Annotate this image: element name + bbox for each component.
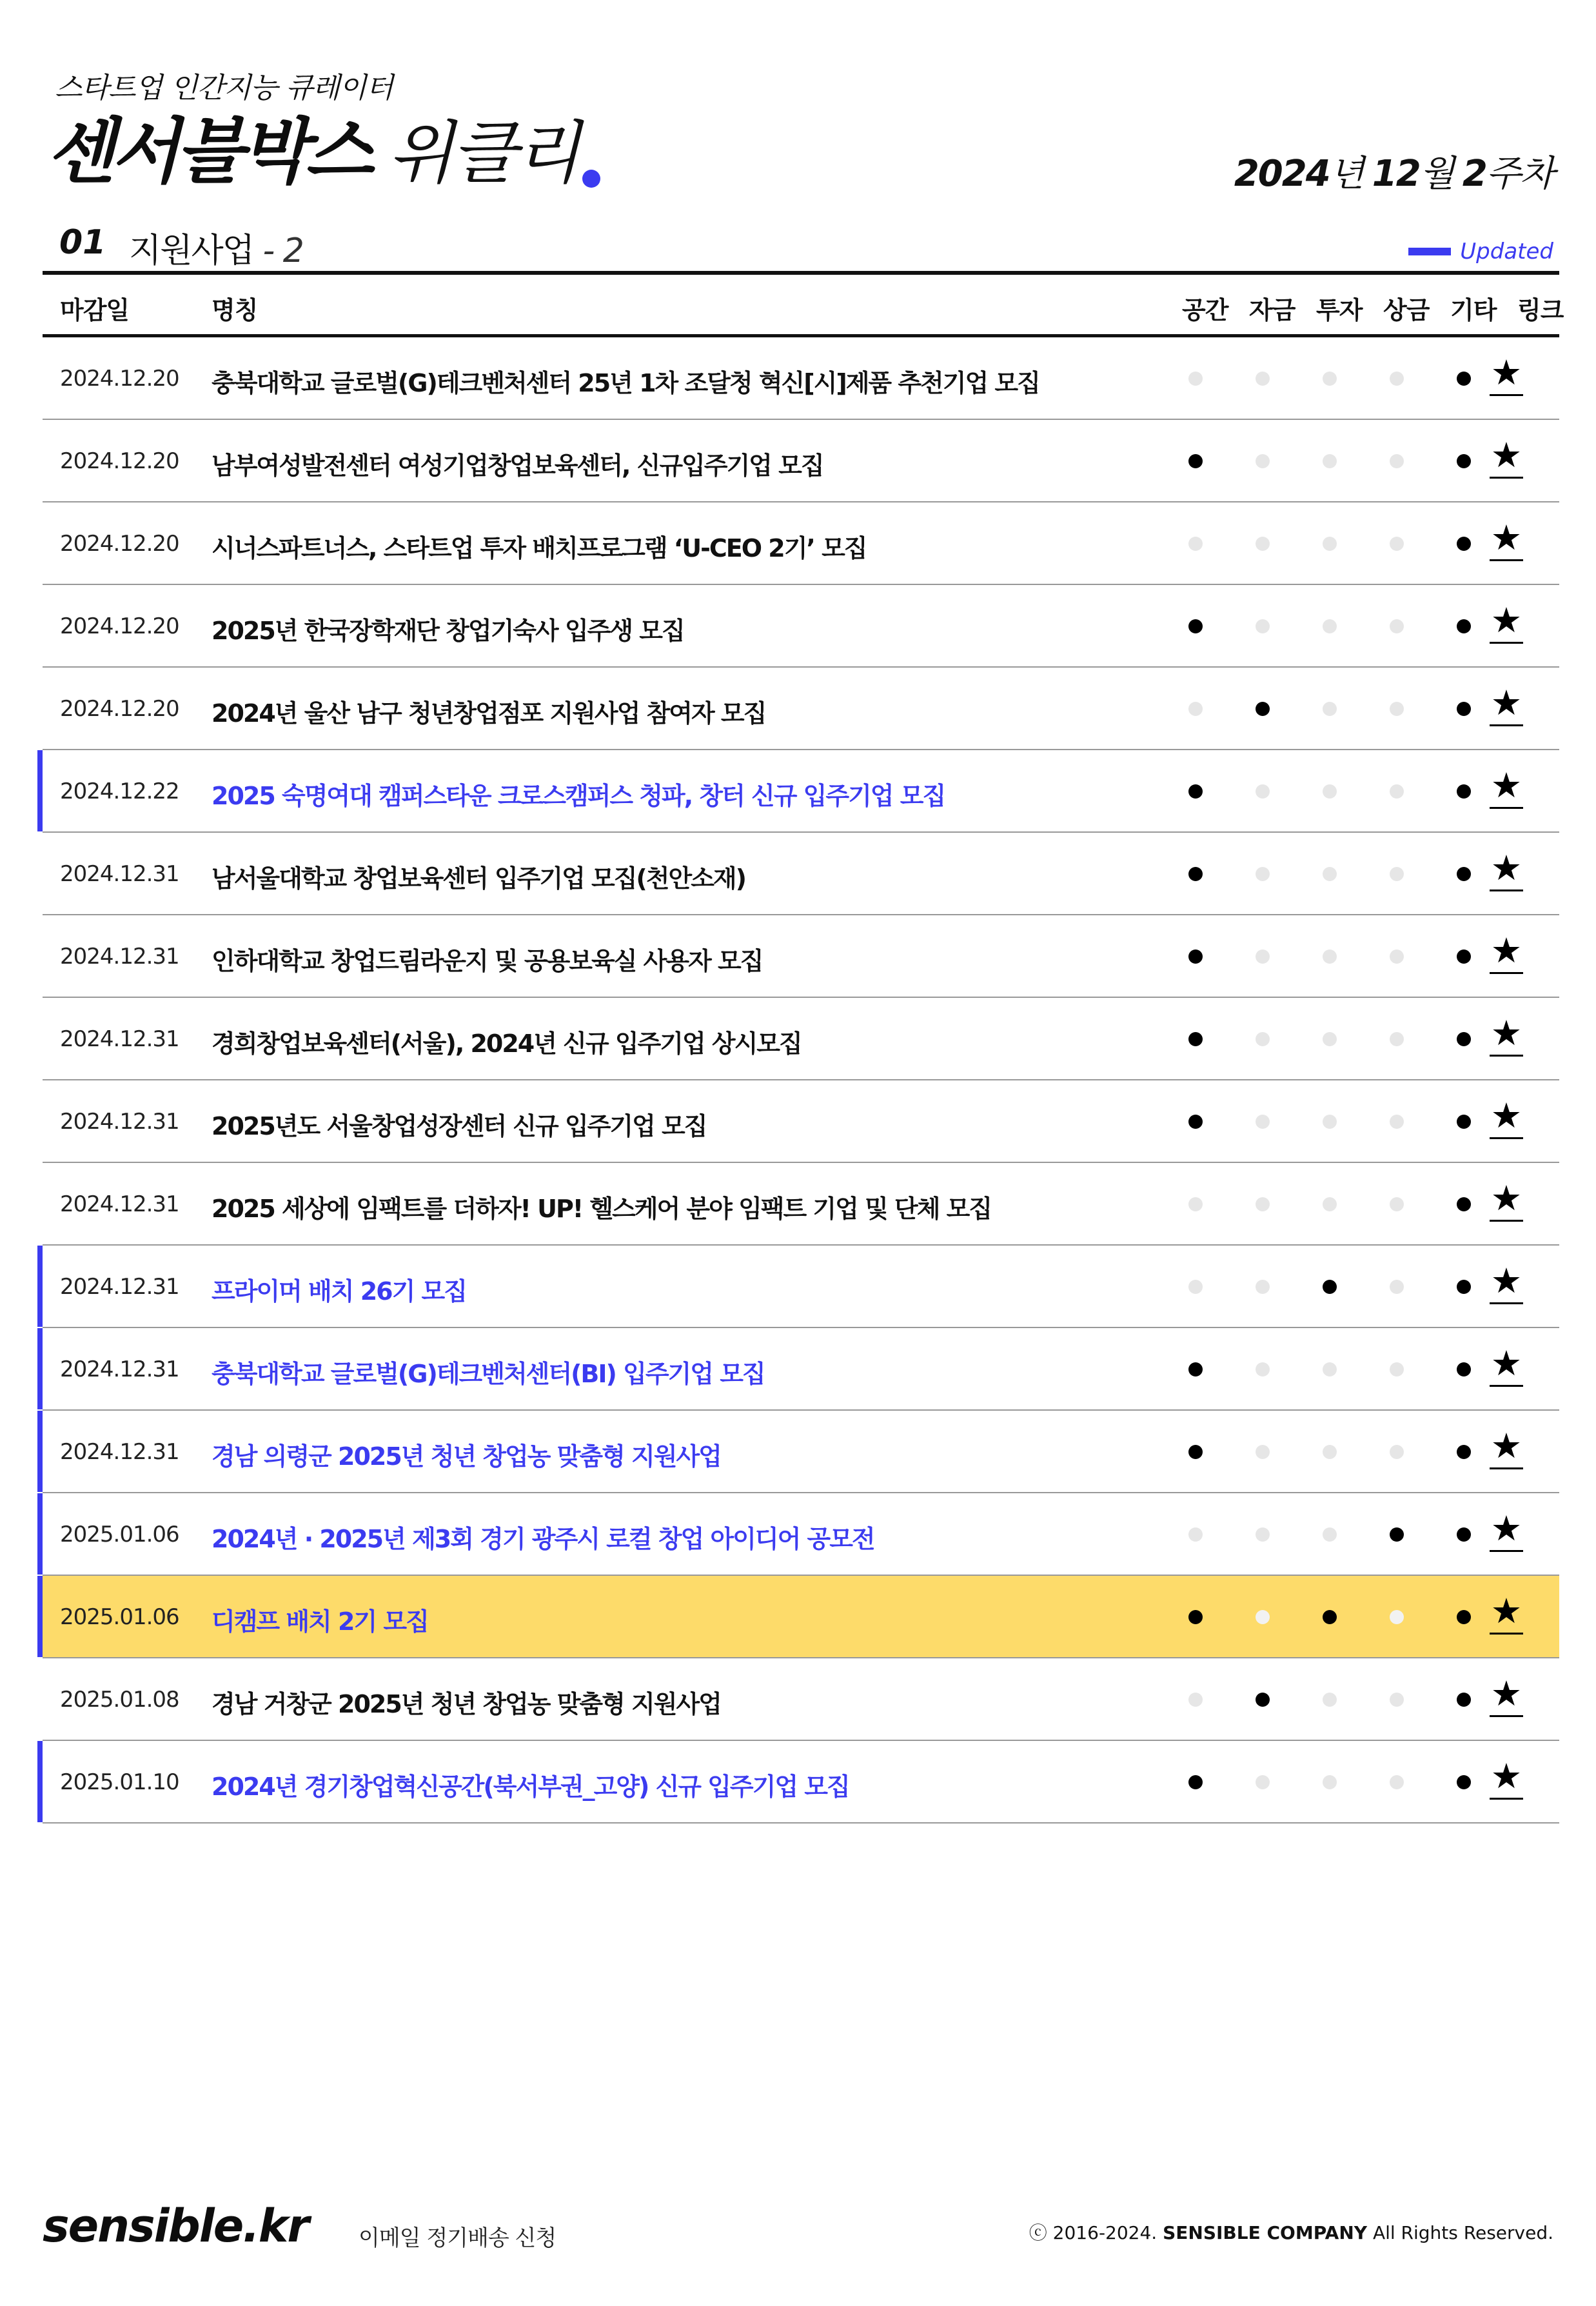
- row-space-indicator: [1188, 1775, 1203, 1789]
- row-deadline: 2024.12.31: [60, 1026, 179, 1052]
- table-row: [43, 420, 1559, 502]
- row-prize-indicator: [1390, 949, 1404, 964]
- row-program-name: 남서울대학교 창업보육센터 입주기업 모집(천안소재): [212, 864, 746, 893]
- row-space-indicator: [1188, 1445, 1203, 1459]
- table-row: [43, 502, 1559, 585]
- row-link-star-icon[interactable]: ★: [1490, 1673, 1523, 1717]
- row-funding-indicator: [1256, 1445, 1270, 1459]
- row-funding-indicator: [1256, 1693, 1270, 1707]
- table-row: [43, 585, 1559, 668]
- row-prize-indicator: [1390, 702, 1404, 716]
- row-program-name: 프라이머 배치 26기 모집: [212, 1277, 466, 1306]
- row-funding-indicator: [1256, 1197, 1270, 1211]
- row-etc-indicator: [1457, 537, 1471, 551]
- row-investment-indicator: [1323, 784, 1337, 799]
- row-etc-indicator: [1457, 1527, 1471, 1542]
- row-program-name: 경남 거창군 2025년 청년 창업농 맞춤형 지원사업: [212, 1690, 721, 1718]
- row-program-name: 경남 의령군 2025년 청년 창업농 맞춤형 지원사업: [212, 1442, 721, 1471]
- row-funding-indicator: [1256, 372, 1270, 386]
- row-deadline: 2025.01.06: [60, 1522, 179, 1547]
- row-program-name: 2024년 경기창업혁신공간(북서부권_고양) 신규 입주기업 모집: [212, 1773, 849, 1801]
- row-prize-indicator: [1390, 537, 1404, 551]
- row-deadline: 2024.12.20: [60, 531, 179, 557]
- table-row: [43, 668, 1559, 750]
- company-name: SENSIBLE COMPANY: [1163, 2222, 1368, 2243]
- copyright-prefix: ⓒ 2016-2024.: [1029, 2222, 1158, 2243]
- row-link-star-icon[interactable]: ★: [1490, 1507, 1523, 1552]
- row-prize-indicator: [1390, 372, 1404, 386]
- section-number: 01: [59, 223, 106, 262]
- row-link-star-icon[interactable]: ★: [1490, 1095, 1523, 1139]
- col-space: 공간: [1182, 296, 1228, 324]
- row-funding-indicator: [1256, 537, 1270, 551]
- footer-logo[interactable]: sensible.kr: [43, 2200, 308, 2252]
- row-etc-indicator: [1457, 784, 1471, 799]
- table-row: [43, 1576, 1559, 1658]
- row-program-name: 2025 숙명여대 캠퍼스타운 크로스캠퍼스 청파, 창터 신규 입주기업 모집: [212, 782, 945, 810]
- table-row: [43, 998, 1559, 1080]
- row-prize-indicator: [1390, 1693, 1404, 1707]
- row-link-star-icon[interactable]: ★: [1490, 1342, 1523, 1387]
- table-row: [43, 337, 1559, 420]
- row-etc-indicator: [1457, 454, 1471, 468]
- row-etc-indicator: [1457, 1280, 1471, 1294]
- row-investment-indicator: [1323, 1032, 1337, 1046]
- row-space-indicator: [1188, 454, 1203, 468]
- row-deadline: 2024.12.31: [60, 1274, 179, 1300]
- row-deadline: 2025.01.06: [60, 1604, 179, 1630]
- issue-month-unit: 월: [1419, 153, 1453, 195]
- row-link-star-icon[interactable]: ★: [1490, 352, 1523, 396]
- row-etc-indicator: [1457, 1032, 1471, 1046]
- row-funding-indicator: [1256, 1032, 1270, 1046]
- row-etc-indicator: [1457, 1775, 1471, 1789]
- row-prize-indicator: [1390, 1362, 1404, 1377]
- table-row: [43, 1658, 1559, 1741]
- row-funding-indicator: [1256, 1362, 1270, 1377]
- row-etc-indicator: [1457, 619, 1471, 633]
- row-link-star-icon[interactable]: ★: [1490, 1755, 1523, 1800]
- updated-marker: [37, 1576, 43, 1657]
- table-row: [43, 833, 1559, 915]
- table-row: [43, 915, 1559, 998]
- row-investment-indicator: [1323, 1197, 1337, 1211]
- row-investment-indicator: [1323, 1362, 1337, 1377]
- table-body: [43, 337, 1559, 1824]
- row-program-name: 2024년 울산 남구 청년창업점포 지원사업 참여자 모집: [212, 699, 766, 728]
- row-etc-indicator: [1457, 1362, 1471, 1377]
- row-prize-indicator: [1390, 1445, 1404, 1459]
- row-deadline: 2024.12.31: [60, 1439, 179, 1465]
- row-program-name: 2025년도 서울창업성장센터 신규 입주기업 모집: [212, 1112, 707, 1140]
- row-funding-indicator: [1256, 1527, 1270, 1542]
- row-program-name: 경희창업보육센터(서울), 2024년 신규 입주기업 상시모집: [212, 1029, 802, 1058]
- row-etc-indicator: [1457, 949, 1471, 964]
- row-etc-indicator: [1457, 867, 1471, 881]
- row-investment-indicator: [1323, 1115, 1337, 1129]
- table-row: [43, 1328, 1559, 1411]
- row-prize-indicator: [1390, 454, 1404, 468]
- section-title: [129, 223, 303, 272]
- row-link-star-icon[interactable]: ★: [1490, 1425, 1523, 1469]
- row-link-star-icon[interactable]: ★: [1490, 1260, 1523, 1304]
- row-space-indicator: [1188, 1362, 1203, 1377]
- col-prize: 상금: [1383, 296, 1430, 324]
- row-link-star-icon[interactable]: ★: [1490, 929, 1523, 974]
- row-investment-indicator: [1323, 1610, 1337, 1624]
- row-link-star-icon[interactable]: ★: [1490, 434, 1523, 479]
- row-deadline: 2025.01.08: [60, 1687, 179, 1713]
- row-etc-indicator: [1457, 1693, 1471, 1707]
- row-link-star-icon[interactable]: ★: [1490, 1177, 1523, 1222]
- row-deadline: 2024.12.20: [60, 613, 179, 639]
- row-space-indicator: [1188, 537, 1203, 551]
- row-investment-indicator: [1323, 454, 1337, 468]
- row-investment-indicator: [1323, 372, 1337, 386]
- updated-marker: [37, 1328, 43, 1409]
- issue-date: [1234, 145, 1553, 197]
- row-link-star-icon[interactable]: ★: [1490, 847, 1523, 891]
- title-dot-icon: [582, 170, 600, 188]
- issue-week: 2: [1462, 153, 1486, 195]
- updated-legend: [1408, 239, 1553, 264]
- row-prize-indicator: [1390, 867, 1404, 881]
- row-program-name: 2025 세상에 임팩트를 더하자! UP! 헬스케어 분야 임팩트 기업 및 단체 모집: [212, 1195, 992, 1223]
- row-deadline: 2024.12.20: [60, 696, 179, 722]
- updated-legend-label: Updated: [1460, 239, 1553, 264]
- table-row: [43, 1741, 1559, 1824]
- row-deadline: 2024.12.22: [60, 779, 179, 804]
- row-funding-indicator: [1256, 1115, 1270, 1129]
- row-investment-indicator: [1323, 1775, 1337, 1789]
- updated-marker: [37, 750, 43, 831]
- col-investment: 투자: [1316, 296, 1363, 324]
- newsletter-title: [46, 106, 600, 197]
- row-etc-indicator: [1457, 372, 1471, 386]
- row-prize-indicator: [1390, 1197, 1404, 1211]
- row-prize-indicator: [1390, 1775, 1404, 1789]
- row-program-name: 2024년 · 2025년 제3회 경기 광주시 로컬 창업 아이디어 공모전: [212, 1525, 874, 1553]
- row-link-star-icon[interactable]: ★: [1490, 517, 1523, 561]
- row-etc-indicator: [1457, 1197, 1471, 1211]
- row-deadline: 2024.12.31: [60, 1109, 179, 1135]
- row-deadline: 2025.01.10: [60, 1769, 179, 1795]
- row-investment-indicator: [1323, 1280, 1337, 1294]
- row-space-indicator: [1188, 702, 1203, 716]
- row-etc-indicator: [1457, 702, 1471, 716]
- header-subtitle: 스타트업 인간지능 큐레이터: [55, 72, 393, 104]
- row-deadline: 2024.12.20: [60, 448, 179, 474]
- row-space-indicator: [1188, 619, 1203, 633]
- row-investment-indicator: [1323, 619, 1337, 633]
- row-space-indicator: [1188, 1280, 1203, 1294]
- row-space-indicator: [1188, 372, 1203, 386]
- row-link-star-icon[interactable]: ★: [1490, 1590, 1523, 1635]
- title-weekly: 위클리: [388, 114, 578, 193]
- email-subscribe-link[interactable]: 이메일 정기배송 신청: [359, 2225, 557, 2251]
- table-row: [43, 1246, 1559, 1328]
- row-funding-indicator: [1256, 702, 1270, 716]
- row-funding-indicator: [1256, 1280, 1270, 1294]
- row-prize-indicator: [1390, 1610, 1404, 1624]
- row-investment-indicator: [1323, 867, 1337, 881]
- updated-marker: [37, 1411, 43, 1492]
- row-prize-indicator: [1390, 1115, 1404, 1129]
- updated-marker: [37, 1493, 43, 1575]
- row-deadline: 2024.12.31: [60, 1191, 179, 1217]
- row-prize-indicator: [1390, 784, 1404, 799]
- row-prize-indicator: [1390, 1280, 1404, 1294]
- table-row: [43, 1163, 1559, 1246]
- copyright: [1029, 2219, 1553, 2245]
- row-investment-indicator: [1323, 702, 1337, 716]
- row-investment-indicator: [1323, 949, 1337, 964]
- row-prize-indicator: [1390, 619, 1404, 633]
- row-link-star-icon[interactable]: ★: [1490, 682, 1523, 726]
- row-funding-indicator: [1256, 454, 1270, 468]
- row-etc-indicator: [1457, 1610, 1471, 1624]
- row-program-name: 인하대학교 창업드림라운지 및 공용보육실 사용자 모집: [212, 947, 763, 975]
- row-prize-indicator: [1390, 1527, 1404, 1542]
- table-row: [43, 1493, 1559, 1576]
- row-space-indicator: [1188, 1032, 1203, 1046]
- row-funding-indicator: [1256, 1610, 1270, 1624]
- row-program-name: 충북대학교 글로벌(G)테크벤처센터(BI) 입주기업 모집: [212, 1360, 765, 1388]
- table-row: [43, 1080, 1559, 1163]
- row-deadline: 2024.12.31: [60, 861, 179, 887]
- row-space-indicator: [1188, 784, 1203, 799]
- updated-marker: [37, 1246, 43, 1327]
- title-brand: 센서블박스: [46, 110, 370, 193]
- col-etc: 기타: [1450, 296, 1497, 324]
- col-funding: 자금: [1249, 296, 1296, 324]
- row-deadline: 2024.12.31: [60, 1357, 179, 1382]
- row-link-star-icon[interactable]: ★: [1490, 599, 1523, 644]
- col-link: 링크: [1517, 296, 1564, 324]
- issue-month: 12: [1372, 153, 1420, 195]
- row-funding-indicator: [1256, 784, 1270, 799]
- row-etc-indicator: [1457, 1115, 1471, 1129]
- issue-year-unit: 년: [1329, 153, 1363, 195]
- issue-week-unit: 주차: [1486, 153, 1553, 195]
- row-space-indicator: [1188, 1693, 1203, 1707]
- row-program-name: 남부여성발전센터 여성기업창업보육센터, 신규입주기업 모집: [212, 452, 823, 480]
- row-deadline: 2024.12.31: [60, 944, 179, 969]
- updated-marker: [37, 1741, 43, 1822]
- row-funding-indicator: [1256, 949, 1270, 964]
- col-name: 명칭: [212, 296, 258, 324]
- row-space-indicator: [1188, 1197, 1203, 1211]
- row-link-star-icon[interactable]: ★: [1490, 1012, 1523, 1057]
- row-deadline: 2024.12.20: [60, 366, 179, 392]
- row-space-indicator: [1188, 1527, 1203, 1542]
- table-header: [43, 271, 1564, 337]
- section-subtitle: - 2: [253, 232, 303, 270]
- table-row: [43, 1411, 1559, 1493]
- row-etc-indicator: [1457, 1445, 1471, 1459]
- row-prize-indicator: [1390, 1032, 1404, 1046]
- row-space-indicator: [1188, 949, 1203, 964]
- row-funding-indicator: [1256, 619, 1270, 633]
- row-investment-indicator: [1323, 1527, 1337, 1542]
- col-deadline: 마감일: [60, 296, 130, 324]
- section-title-text: 지원사업: [129, 232, 253, 270]
- updated-swatch-icon: [1408, 248, 1451, 255]
- row-program-name: 2025년 한국장학재단 창업기숙사 입주생 모집: [212, 617, 684, 645]
- row-investment-indicator: [1323, 1693, 1337, 1707]
- row-space-indicator: [1188, 867, 1203, 881]
- row-space-indicator: [1188, 1610, 1203, 1624]
- row-investment-indicator: [1323, 1445, 1337, 1459]
- row-program-name: 디캠프 배치 2기 모집: [212, 1607, 428, 1636]
- row-program-name: 충북대학교 글로벌(G)테크벤처센터 25년 1차 조달청 혁신[시]제품 추천기업 모집: [212, 369, 1039, 397]
- issue-year: 2024: [1234, 153, 1330, 195]
- row-link-star-icon[interactable]: ★: [1490, 764, 1523, 809]
- program-table: [43, 271, 1564, 1824]
- table-row: [43, 750, 1559, 833]
- row-funding-indicator: [1256, 1775, 1270, 1789]
- row-funding-indicator: [1256, 867, 1270, 881]
- row-investment-indicator: [1323, 537, 1337, 551]
- row-space-indicator: [1188, 1115, 1203, 1129]
- rights-text: All Rights Reserved.: [1372, 2222, 1553, 2243]
- row-program-name: 시너스파트너스, 스타트업 투자 배치프로그램 ‘U-CEO 2기’ 모집: [212, 534, 867, 562]
